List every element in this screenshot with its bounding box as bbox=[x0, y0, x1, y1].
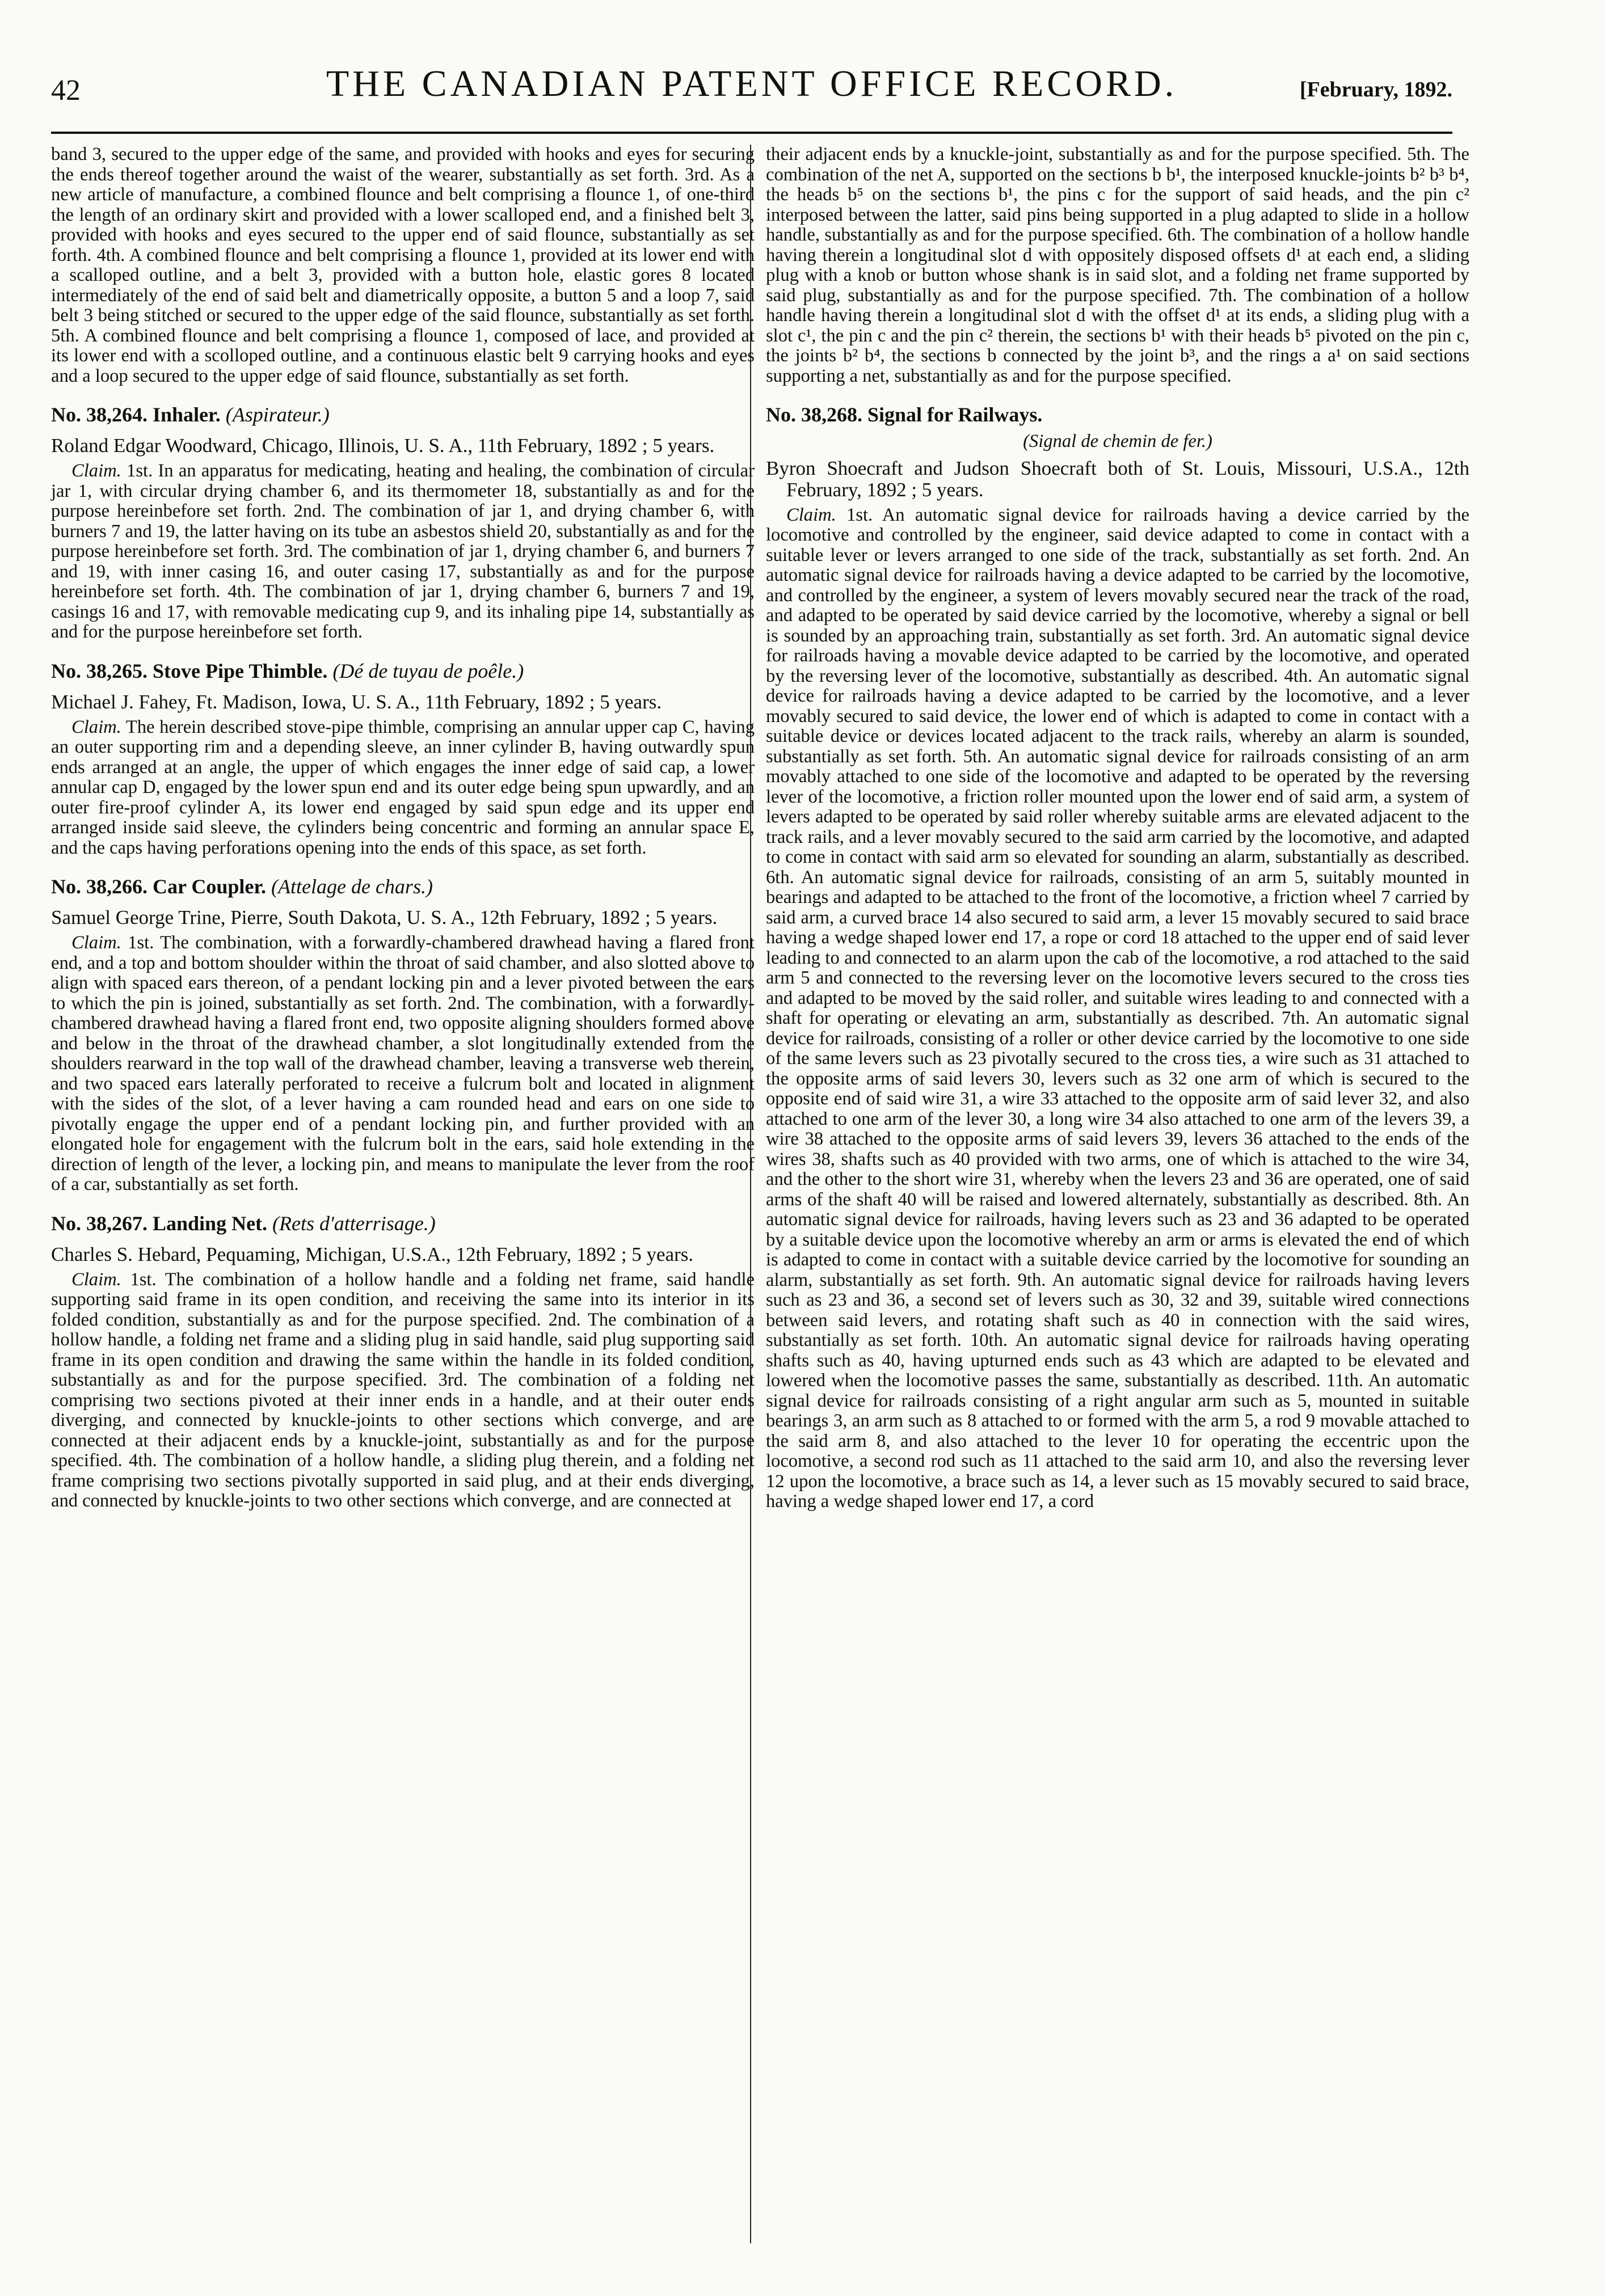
patent-number: No. 38,267. bbox=[51, 1212, 148, 1235]
patent-title: Landing Net. bbox=[153, 1212, 268, 1235]
patent-number: No. 38,264. bbox=[51, 403, 148, 426]
claim-text bbox=[766, 505, 1469, 1512]
french-title: (Dé de tuyau de poêle.) bbox=[332, 659, 524, 682]
page-number: 42 bbox=[51, 74, 81, 107]
claim-text bbox=[51, 933, 755, 1195]
patent-number: No. 38,265. bbox=[51, 659, 148, 682]
patent-entry-38264 bbox=[51, 403, 755, 643]
inventor-line: Samuel George Trine, Pierre, South Dakota, U. S. A., 12th February, 1892 ; 5 years. bbox=[51, 906, 718, 928]
claim-text bbox=[51, 1270, 755, 1512]
french-title: (Rets d'atterrisage.) bbox=[272, 1212, 436, 1235]
inventor-line: Charles S. Hebard, Pequaming, Michigan, U.S.A., 12th February, 1892 ; 5 years. bbox=[51, 1243, 694, 1265]
claim-text bbox=[51, 461, 755, 643]
entry-heading bbox=[51, 660, 755, 682]
issue-date: [February, 1892. bbox=[1299, 78, 1452, 102]
patent-entry-38268 bbox=[766, 403, 1469, 1512]
patent-number: No. 38,266. bbox=[51, 875, 148, 898]
entry-heading bbox=[51, 875, 755, 898]
claim-label: Claim. bbox=[71, 1269, 121, 1290]
entry-heading bbox=[51, 1212, 755, 1235]
patent-number: No. 38,268. bbox=[766, 403, 862, 426]
french-title: (Signal de chemin de fer.) bbox=[1023, 431, 1212, 451]
claim-body: 1st. An automatic signal device for railroads having a device carried by the locomotive and controlled by the engineer, said device adapted to come in contact with a suitable lever or levers arranged to one side of the track, substantially as set forth. 2nd. An automatic signal device for railroads having a device adapted to be carried by the locomotive, and controlled by the engineer, a system of levers movably secured near the track of the road, and adapted to be operated by said device carried by the locomotive, whereby a signal or bell is sounded by an approaching train, substantially as set forth. 3rd. An automatic signal device for railroads having a movable device adapted to be carried by the locomotive, and operated by the reversing lever of the locomotive, substantially as described. 4th. An automatic signal device for railroads having a device adapted to be carried by the locomotive, and a lever movably secured to said device, the lower end of which is adapted to come in contact with a suitable device or devices located adjacent to the track rails, whereby an alarm is sounded, substantially as set forth. 5th. An automatic signal device for railroads consisting of an arm movably attached to one side of the locomotive and adapted to be operated by the reversing lever of the locomotive, a friction roller mounted upon the lower end of said arm, a system of levers adapted to be operated by said roller whereby suitable arms are elevated adjacent to the track rails, and a lever movably secured to the said arm carried by the locomotive, and adapted to come in contact with said arm so elevated for sounding an alarm, substantially as described. 6th. An automatic signal device for railroads, consisting of an arm 5, suitably mounted in bearings and adapted to be attached to the front of the locomotive, a friction wheel 7 carried by said arm, a curved brace 14 also secured to said arm, a lever 15 movably secured to said brace having a wedge shaped lower end 17, a rope or cord 18 attached to the upper end of said lever leading to and connected to an alarm upon the cab of the locomotive, a rod attached to the said arm 5 and connected to the reversing lever on the locomotive levers secured to the cross ties and adapted to be moved by the said roller, and suitable wires leading to and connected with a shaft for operating or elevating an arm, substantially as described. 7th. An automatic signal device for railroads, consisting of a roller or other device carried by the locomotive to one side of the same levers such as 23 pivotally secured to the cross ties, a wire such as 31 attached to the opposite arms of said levers 30, levers such as 32 one arm of which is secured to the opposite end of said wire 31, a wire 33 attached to the opposite arm of said lever 32, and also attached to one arm of the lever 30, a long wire 34 also attached to one arm of the levers 39, a wire 38 attached to the opposite arms of said levers 39, levers 36 attached to the ends of the wires 38, shafts such as 40 provided with two arms, one of which is attached to the wire 34, and the other to the short wire 31, whereby when the levers 23 and 36 are operated, one of said arms of the shaft 40 will be raised and lowered alternately, substantially as described. 8th. An automatic signal device for railroads, having levers such as 23 and 36 adapted to be operated by a suitable device upon the locomotive whereby an arm or arms is elevated the end of which is adapted to come in contact with a suitable device carried by the locomotive for sounding an alarm, substantially as set forth. 9th. An automatic signal device for railroads having levers such as 23 and 36, a second set of levers such as 30, 32 and 39, suitable wired connections between said levers, and rotating shaft such as 40 in connection with the said wires, substantially as set forth. 10th. An automatic signal device for railroads having operating shafts such as 40, having upturned ends such as 43 which are adapted to be elevated and lowered when the locomotive passes the same, substantially as described. 11th. An automatic signal device for railroads consisting of a right angular arm such as 5, mounted in suitable bearings 3, an arm such as 8 attached to or formed with the arm 5, a rod 9 movable attached to the said arm 8, and also attached to the lever 10 for operating the eccentric upon the locomotive, a second rod such as 11 attached to the said arm 10, and also the reversing lever 12 upon the locomotive, a brace such as 14, a lever such as 15 movably secured to said brace, having a wedge shaped lower end 17, a cord bbox=[766, 504, 1469, 1512]
left-column bbox=[51, 145, 755, 1512]
continued-text: band 3, secured to the upper edge of the same, and provided with hooks and eyes for securing the ends thereof together around the waist of the wearer, substantially as set forth. 3rd. As a new article of manufacture, a combined flounce and belt comprising a flounce 1, of one-third the length of an ordinary skirt and provided with a lower scalloped end, and a finished belt 3, provided with hooks and eyes secured to the upper end of said flounce, substantially as set forth. 4th. A combined flounce and belt comprising a flounce 1, provided at its lower end with a scalloped outline, and a belt 3, provided with a button hole, elastic gores 8 located intermediately of the end of said belt and diametrically opposite, a button 5 and a loop 7, said belt 3 being stitched or secured to the upper edge of the said flounce, substantially as set forth. 5th. A combined flounce and belt comprising a flounce 1, composed of lace, and provided at its lower end with a scolloped outline, and a continuous elastic belt 9 carrying hooks and eyes and a loop secured to the upper edge of said flounce, substantially as set forth. bbox=[51, 144, 755, 386]
claim-label: Claim. bbox=[71, 461, 121, 481]
claim-body: 1st. The combination, with a forwardly-chambered drawhead having a flared front end, and a top and bottom shoulder within the throat of said chamber, and also slotted above to align with spaced ears thereon, of a pendant locking pin and a lever pivoted between the ears to which the pin is joined, substantially as set forth. 2nd. The combination, with a forwardly-chambered drawhead having a flared front end, two opposite aligning shoulders formed above and below in the throat of the drawhead chamber, a slot longitudinally extended from the shoulders rearward in the top wall of the drawhead chamber, leaving a transverse web therein, and two spaced ears laterally perforated to receive a fulcrum bolt and located in alignment with the sides of the slot, of a lever having a cam rounded head and ears on one side to pivotally engage the upper end of a pendant locking pin, and further provided with an elongated hole for engagement with the fulcrum bolt in the ears, said hole extending in the direction of length of the lever, a locking pin, and means to manipulate the lever from the roof of a car, substantially as set forth. bbox=[51, 932, 755, 1195]
inventor-line: Byron Shoecraft and Judson Shoecraft both of St. Louis, Missouri, U.S.A., 12th February, 1892 ; 5 years. bbox=[766, 457, 1469, 501]
inventor-line: Roland Edgar Woodward, Chicago, Illinois, U. S. A., 11th February, 1892 ; 5 years. bbox=[51, 434, 715, 457]
patent-title: Signal for Railways. bbox=[867, 403, 1043, 426]
page-header bbox=[51, 62, 1452, 130]
patent-entry-38266 bbox=[51, 875, 755, 1195]
patent-title: Inhaler. bbox=[153, 403, 221, 426]
header-rule bbox=[51, 132, 1452, 134]
right-column bbox=[766, 145, 1469, 1512]
patent-entry-38265 bbox=[51, 660, 755, 859]
patent-title: Car Coupler. bbox=[153, 875, 267, 898]
claim-text bbox=[51, 717, 755, 859]
patent-entry-38267 bbox=[51, 1212, 755, 1512]
continued-text: their adjacent ends by a knuckle-joint, substantially as and for the purpose specified. 5th. The combination of the net A, supported on the sections b b¹, the interposed knuckle-joints b² b³ b⁴, the heads b⁵ on the sections b¹, the pins c for the support of said heads, and the pin c² interposed between the latter, said pins being supported in a plug adapted to slide in a hollow handle, substantially as and for the purpose specified. 6th. The combination of a hollow handle having therein a longitudinal slot d with oppositely disposed offsets d¹ at each end, a sliding plug with a knob or button whose shank is in said slot, and a folding net frame supported by said plug, substantially as and for the purpose specified. 7th. The combination of a hollow handle having therein a longitudinal slot d with the offset d¹ at its ends, a sliding plug with a slot c¹, the pin c and the pin c² therein, the sections b¹ with their heads b⁵ pivoted on the pin c, the joints b² b⁴, the sections b connected by the joint b³, and the rings a a¹ on said sections supporting a net, substantially as and for the purpose specified. bbox=[766, 144, 1469, 386]
claim-label: Claim. bbox=[786, 504, 836, 525]
inventor-line: Michael J. Fahey, Ft. Madison, Iowa, U. S. A., 11th February, 1892 ; 5 years. bbox=[51, 690, 662, 713]
claim-label: Claim. bbox=[71, 716, 121, 737]
claim-body: 1st. The combination of a hollow handle and a folding net frame, said handle supporting said frame in its open condition, and receiving the same into its interior in its folded condition, substantially as and for the purpose specified. 2nd. The combination of a hollow handle, a folding net frame and a sliding plug in said handle, said plug supporting said frame in its open condition and drawing the same within the handle in its folded condition, substantially as and for the purpose specified. 3rd. The combination of a folding net comprising two sections pivoted at their inner ends in a handle, and at their outer ends diverging, and connected by knuckle-joints to other sections which converge, and are connected at their adjacent ends by a knuckle-joint, substantially as and for the purpose specified. 4th. The combination of a hollow handle, a sliding plug therein, and a folding net frame comprising two sections pivotally supported in said plug, and at their ends diverging, and connected by knuckle-joints to two other sections which converge, and are connected at bbox=[51, 1269, 755, 1511]
patent-title: Stove Pipe Thimble. bbox=[153, 659, 328, 682]
french-title: (Attelage de chars.) bbox=[271, 875, 433, 898]
french-title: (Aspirateur.) bbox=[225, 403, 330, 426]
claim-body: The herein described stove-pipe thimble, comprising an annular upper cap C, having an outer supporting rim and a depending sleeve, an inner cylinder B, having outwardly spun ends arranged at an angle, the upper of which engages the inner edge of said cap, a lower annular cap D, engaged by the lower spun end and its outer edge being spun upwardly, and an outer fire-proof cylinder A, its lower end engaged by said spun edge and its upper end arranged inside said sleeve, the cylinders being concentric and forming an annular space E, and the caps having perforations opening into the ends of this space, as set forth. bbox=[51, 716, 755, 858]
claim-label: Claim. bbox=[71, 932, 121, 953]
entry-heading bbox=[766, 403, 1469, 426]
page-title: THE CANADIAN PATENT OFFICE RECORD. bbox=[326, 63, 1178, 104]
entry-heading bbox=[51, 403, 755, 426]
claim-body: 1st. In an apparatus for medicating, heating and healing, the combination of circular jar 1, with circular drying chamber 6, and its thermometer 18, substantially as and for the purpose hereinbefore set forth. 2nd. The combination of jar 1, and drying chamber 6, with burners 7 and 19, the latter having on its tube an asbestos shield 20, substantially as and for the purpose hereinbefore set forth. 3rd. The combination of jar 1, drying chamber 6, and burners 7 and 19, with inner casing 16, and outer casing 17, substantially as and for the purpose hereinbefore set forth. 4th. The combination of jar 1, drying chamber 6, burners 7 and 19, casings 16 and 17, with removable medicating cup 9, and its inhaling pipe 14, substantially as and for the purpose hereinbefore set forth. bbox=[51, 461, 755, 642]
